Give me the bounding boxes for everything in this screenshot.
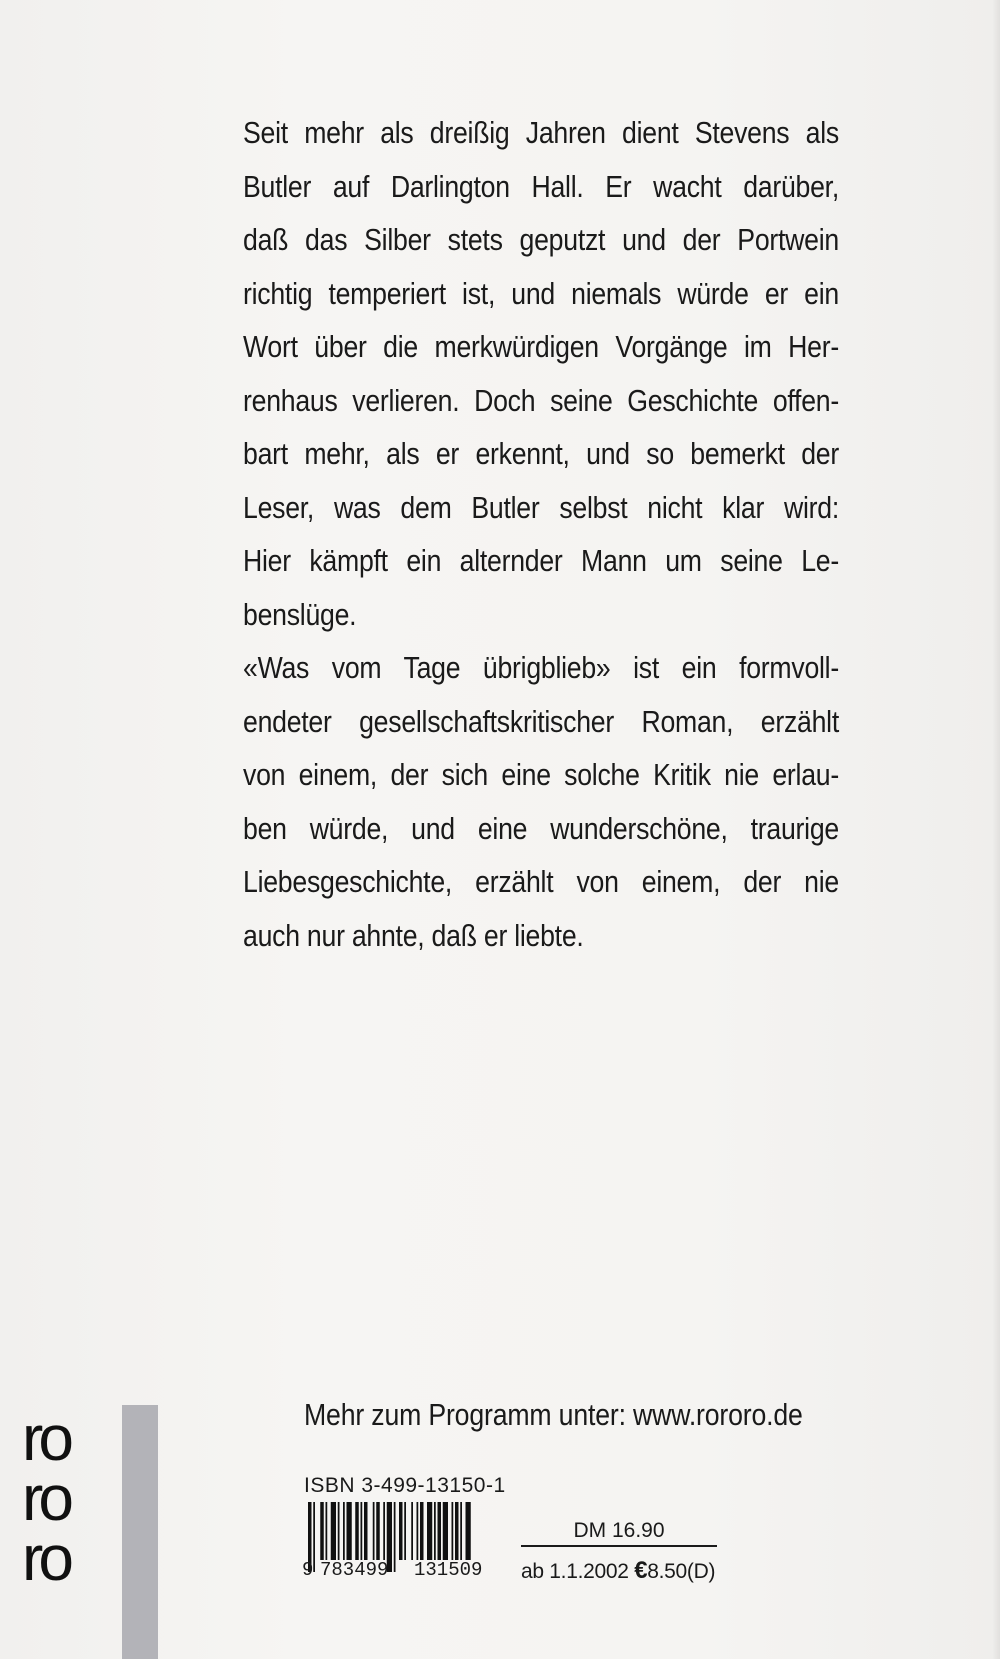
logo-line: ro — [22, 1522, 69, 1594]
price-euro-date: ab 1.1.2002 — [521, 1560, 629, 1583]
euro-sign: € — [634, 1557, 648, 1584]
blurb-line: endeter gesellschaftskritischer Roman, erzählt — [243, 703, 839, 739]
blurb-line: Hier kämpft ein alternder Mann um seine Le- — [243, 543, 839, 578]
price-euro — [521, 1557, 721, 1585]
logo-line: ro — [22, 1402, 69, 1474]
logo-line: ro — [22, 1462, 69, 1534]
isbn-label: ISBN 3-499-13150-1 — [304, 1474, 506, 1497]
price-divider — [521, 1545, 717, 1547]
blurb-line: bart mehr, als er erkennt, und so bemerkt der — [243, 436, 839, 471]
barcode-group-left: 783499 — [320, 1559, 389, 1581]
blurb-line: ben würde, und eine wunderschöne, traurige — [243, 810, 839, 846]
blurb-line: Leser, was dem Butler selbst nicht klar wird: — [243, 489, 839, 525]
blurb-line: renhaus verlieren. Doch seine Geschichte offen- — [243, 382, 839, 418]
blurb-line: Wort über die merkwürdigen Vorgänge im Her- — [243, 329, 839, 364]
blurb-line: benslüge. — [243, 596, 357, 632]
blurb-line: auch nur ahnte, daß er liebte. — [243, 917, 584, 953]
blurb-line: Seit mehr als dreißig Jahren dient Stevens als — [243, 115, 839, 150]
blurb-text — [243, 106, 839, 962]
blurb-line: Butler auf Darlington Hall. Er wacht darüber, — [243, 168, 839, 204]
blurb-line: von einem, der sich eine solche Kritik nie erlau- — [243, 757, 839, 792]
blurb-line: «Was vom Tage übrigblieb» ist ein formvoll- — [243, 650, 839, 685]
website-note: Mehr zum Programm unter: www.rororo.de — [304, 1397, 803, 1432]
barcode-first-digit: 9 — [302, 1559, 314, 1581]
rororo-logo — [22, 1402, 106, 1594]
blurb-line: daß das Silber stets geputzt und der Portwein — [243, 222, 839, 257]
price-dm: DM 16.90 — [573, 1519, 665, 1542]
blurb-line: Liebesgeschichte, erzählt von einem, der nie — [243, 864, 839, 899]
barcode-group-right: 131509 — [414, 1559, 483, 1581]
spine-color-bar — [122, 1405, 158, 1659]
blurb-line: richtig temperiert ist, und niemals würde er ein — [243, 275, 839, 311]
price-euro-value: 8.50(D) — [647, 1560, 716, 1583]
